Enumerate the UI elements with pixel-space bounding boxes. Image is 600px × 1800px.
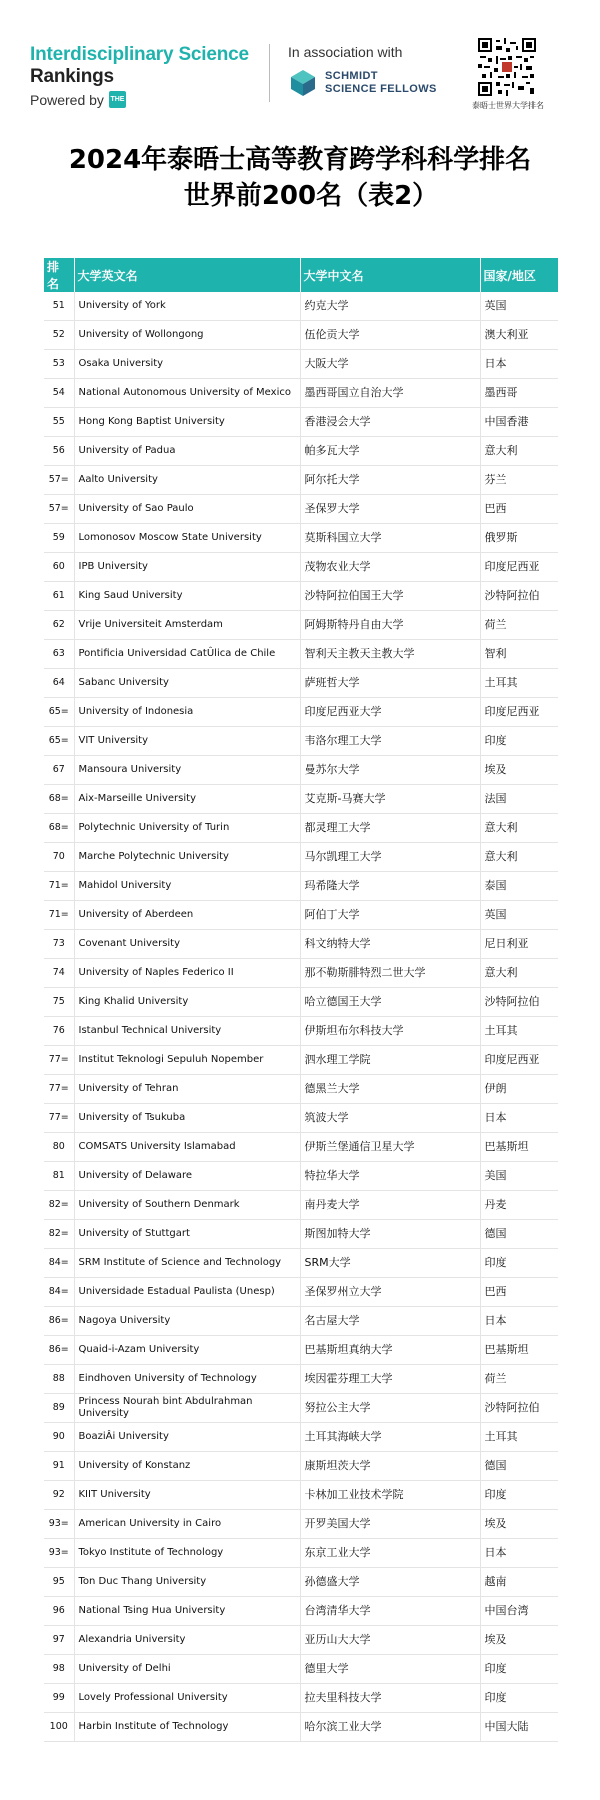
rank-cell: 77= [44, 1075, 74, 1104]
english-name-cell: VIT University [74, 727, 300, 756]
rank-cell: 92 [44, 1481, 74, 1510]
country-cell: 巴基斯坦 [480, 1336, 558, 1365]
country-cell: 伊朗 [480, 1075, 558, 1104]
country-cell: 荷兰 [480, 611, 558, 640]
qr-caption: 泰晤士世界大学排名 [472, 101, 544, 110]
english-name-cell: University of Padua [74, 437, 300, 466]
english-name-cell: Mansoura University [74, 756, 300, 785]
rank-cell: 70 [44, 843, 74, 872]
table-row [44, 1133, 558, 1162]
chinese-name-cell: 圣保罗大学 [300, 495, 480, 524]
table-row [44, 1597, 558, 1626]
chinese-name-cell: 拉夫里科技大学 [300, 1684, 480, 1713]
country-cell: 日本 [480, 350, 558, 379]
english-name-cell: Covenant University [74, 930, 300, 959]
chinese-name-cell: 约克大学 [300, 292, 480, 321]
country-cell: 印度尼西亚 [480, 1046, 558, 1075]
country-cell: 埃及 [480, 1510, 558, 1539]
english-name-cell: COMSATS University Islamabad [74, 1133, 300, 1162]
table-row [44, 1307, 558, 1336]
chinese-name-cell: 萨班哲大学 [300, 669, 480, 698]
rank-cell: 67 [44, 756, 74, 785]
english-name-cell: SRM Institute of Science and Technology [74, 1249, 300, 1278]
country-cell: 墨西哥 [480, 379, 558, 408]
table-row [44, 524, 558, 553]
table-row [44, 669, 558, 698]
rank-cell: 88 [44, 1365, 74, 1394]
table-row [44, 814, 558, 843]
rank-cell: 71= [44, 872, 74, 901]
english-name-cell: American University in Cairo [74, 1510, 300, 1539]
brand-line1: Interdisciplinary Science [30, 44, 249, 65]
chinese-name-cell: 亚历山大大学 [300, 1626, 480, 1655]
chinese-name-cell: 马尔凯理工大学 [300, 843, 480, 872]
country-cell: 沙特阿拉伯 [480, 582, 558, 611]
header-rank: 排名 [44, 258, 74, 292]
chinese-name-cell: 名古屋大学 [300, 1307, 480, 1336]
table-row [44, 350, 558, 379]
rank-cell: 62 [44, 611, 74, 640]
country-cell: 智利 [480, 640, 558, 669]
powered-by [30, 91, 249, 108]
table-row [44, 727, 558, 756]
english-name-cell: Nagoya University [74, 1307, 300, 1336]
table-row [44, 1336, 558, 1365]
table-row [44, 1510, 558, 1539]
chinese-name-cell: 孙德盛大学 [300, 1568, 480, 1597]
english-name-cell: Quaid-i-Azam University [74, 1336, 300, 1365]
english-name-cell: National Autonomous University of Mexico [74, 379, 300, 408]
english-name-cell: University of Sao Paulo [74, 495, 300, 524]
country-cell: 英国 [480, 292, 558, 321]
chinese-name-cell: 努拉公主大学 [300, 1394, 480, 1423]
english-name-cell: Institut Teknologi Sepuluh Nopember [74, 1046, 300, 1075]
chinese-name-cell: 台湾清华大学 [300, 1597, 480, 1626]
table-row [44, 321, 558, 350]
schmidt-cube-icon [288, 68, 318, 98]
qr-code-icon[interactable] [478, 38, 536, 96]
chinese-name-cell: 伊斯坦布尔科技大学 [300, 1017, 480, 1046]
country-cell: 巴基斯坦 [480, 1133, 558, 1162]
english-name-cell: Aix-Marseille University [74, 785, 300, 814]
header [0, 0, 600, 120]
country-cell: 土耳其 [480, 1017, 558, 1046]
rank-cell: 73 [44, 930, 74, 959]
country-cell: 丹麦 [480, 1191, 558, 1220]
rank-cell: 90 [44, 1423, 74, 1452]
english-name-cell: Ton Duc Thang University [74, 1568, 300, 1597]
country-cell: 中国台湾 [480, 1597, 558, 1626]
the-logo-icon: THE [109, 91, 126, 108]
table-row [44, 379, 558, 408]
schmidt-line1: SCHMIDT [325, 70, 378, 82]
chinese-name-cell: 土耳其海峡大学 [300, 1423, 480, 1452]
rank-cell: 57= [44, 495, 74, 524]
country-cell: 泰国 [480, 872, 558, 901]
table-row [44, 292, 558, 321]
country-cell: 英国 [480, 901, 558, 930]
country-cell: 印度 [480, 1655, 558, 1684]
english-name-cell: Harbin Institute of Technology [74, 1713, 300, 1742]
chinese-name-cell: 那不勒斯腓特烈二世大学 [300, 959, 480, 988]
rank-cell: 96 [44, 1597, 74, 1626]
rank-cell: 98 [44, 1655, 74, 1684]
table-row [44, 437, 558, 466]
english-name-cell: University of Indonesia [74, 698, 300, 727]
country-cell: 日本 [480, 1539, 558, 1568]
english-name-cell: Vrije Universiteit Amsterdam [74, 611, 300, 640]
country-cell: 法国 [480, 785, 558, 814]
table-row [44, 1017, 558, 1046]
chinese-name-cell: 卡林加工业技术学院 [300, 1481, 480, 1510]
english-name-cell: King Saud University [74, 582, 300, 611]
country-cell: 意大利 [480, 437, 558, 466]
english-name-cell: University of Naples Federico II [74, 959, 300, 988]
table-row [44, 1655, 558, 1684]
english-name-cell: National Tsing Hua University [74, 1597, 300, 1626]
association-label: In association with [288, 44, 403, 60]
table-header-row [44, 258, 558, 292]
rank-cell: 68= [44, 785, 74, 814]
rank-cell: 54 [44, 379, 74, 408]
ranking-table [44, 258, 558, 1742]
table-row [44, 1046, 558, 1075]
table-row [44, 1684, 558, 1713]
rank-cell: 56 [44, 437, 74, 466]
english-name-cell: University of York [74, 292, 300, 321]
country-cell: 德国 [480, 1220, 558, 1249]
english-name-cell: Sabanc University [74, 669, 300, 698]
table-row [44, 408, 558, 437]
english-name-cell: University of Tehran [74, 1075, 300, 1104]
brand-line2: Rankings [30, 66, 114, 87]
table-row [44, 611, 558, 640]
chinese-name-cell: 埃因霍芬理工大学 [300, 1365, 480, 1394]
chinese-name-cell: 科文纳特大学 [300, 930, 480, 959]
chinese-name-cell: 大阪大学 [300, 350, 480, 379]
rank-cell: 86= [44, 1336, 74, 1365]
rank-cell: 81 [44, 1162, 74, 1191]
schmidt-logo [288, 68, 437, 98]
country-cell: 澳大利亚 [480, 321, 558, 350]
english-name-cell: KIIT University [74, 1481, 300, 1510]
country-cell: 印度 [480, 1249, 558, 1278]
table-row [44, 959, 558, 988]
english-name-cell: Princess Nourah bint Abdulrahman University [74, 1394, 300, 1423]
rank-cell: 55 [44, 408, 74, 437]
english-name-cell: University of Delaware [74, 1162, 300, 1191]
chinese-name-cell: 阿伯丁大学 [300, 901, 480, 930]
english-name-cell: Eindhoven University of Technology [74, 1365, 300, 1394]
country-cell: 印度尼西亚 [480, 553, 558, 582]
english-name-cell: University of Konstanz [74, 1452, 300, 1481]
rank-cell: 71= [44, 901, 74, 930]
english-name-cell: Marche Polytechnic University [74, 843, 300, 872]
chinese-name-cell: 东京工业大学 [300, 1539, 480, 1568]
chinese-name-cell: SRM大学 [300, 1249, 480, 1278]
rank-cell: 75 [44, 988, 74, 1017]
table-row [44, 553, 558, 582]
table-row [44, 1249, 558, 1278]
english-name-cell: Lovely Professional University [74, 1684, 300, 1713]
table-row [44, 1162, 558, 1191]
header-country: 国家/地区 [480, 258, 558, 292]
english-name-cell: Istanbul Technical University [74, 1017, 300, 1046]
country-cell: 荷兰 [480, 1365, 558, 1394]
country-cell: 印度 [480, 727, 558, 756]
english-name-cell: Lomonosov Moscow State University [74, 524, 300, 553]
rank-cell: 53 [44, 350, 74, 379]
page-title [0, 142, 600, 214]
english-name-cell: University of Stuttgart [74, 1220, 300, 1249]
rank-cell: 51 [44, 292, 74, 321]
powered-by-label: Powered by [30, 91, 104, 108]
rank-cell: 97 [44, 1626, 74, 1655]
country-cell: 印度 [480, 1684, 558, 1713]
english-name-cell: Hong Kong Baptist University [74, 408, 300, 437]
header-chinese-name: 大学中文名 [300, 258, 480, 292]
chinese-name-cell: 玛希隆大学 [300, 872, 480, 901]
english-name-cell: Alexandria University [74, 1626, 300, 1655]
rank-cell: 89 [44, 1394, 74, 1423]
english-name-cell: University of Tsukuba [74, 1104, 300, 1133]
rank-cell: 82= [44, 1191, 74, 1220]
title-line1: 2024年泰晤士高等教育跨学科科学排名 [68, 145, 532, 175]
rank-cell: 84= [44, 1249, 74, 1278]
title-line2: 世界前200名（表2） [183, 181, 439, 211]
rank-cell: 82= [44, 1220, 74, 1249]
english-name-cell: University of Aberdeen [74, 901, 300, 930]
chinese-name-cell: 巴基斯坦真纳大学 [300, 1336, 480, 1365]
rank-cell: 77= [44, 1046, 74, 1075]
schmidt-line2: SCIENCE FELLOWS [325, 83, 437, 95]
table-row [44, 1423, 558, 1452]
country-cell: 埃及 [480, 1626, 558, 1655]
table-row [44, 698, 558, 727]
chinese-name-cell: 印度尼西亚大学 [300, 698, 480, 727]
chinese-name-cell: 哈尔滨工业大学 [300, 1713, 480, 1742]
chinese-name-cell: 都灵理工大学 [300, 814, 480, 843]
rank-cell: 63 [44, 640, 74, 669]
country-cell: 意大利 [480, 814, 558, 843]
chinese-name-cell: 伍伦贡大学 [300, 321, 480, 350]
table-row [44, 930, 558, 959]
english-name-cell: Tokyo Institute of Technology [74, 1539, 300, 1568]
chinese-name-cell: 德黑兰大学 [300, 1075, 480, 1104]
chinese-name-cell: 阿尔托大学 [300, 466, 480, 495]
country-cell: 土耳其 [480, 1423, 558, 1452]
rank-cell: 77= [44, 1104, 74, 1133]
english-name-cell: BoaziÂi University [74, 1423, 300, 1452]
english-name-cell: Mahidol University [74, 872, 300, 901]
country-cell: 印度尼西亚 [480, 698, 558, 727]
country-cell: 意大利 [480, 959, 558, 988]
rank-cell: 65= [44, 727, 74, 756]
rank-cell: 64 [44, 669, 74, 698]
table-row [44, 1713, 558, 1742]
table-row [44, 1394, 558, 1423]
chinese-name-cell: 韦洛尔理工大学 [300, 727, 480, 756]
english-name-cell: University of Delhi [74, 1655, 300, 1684]
table-row [44, 640, 558, 669]
chinese-name-cell: 特拉华大学 [300, 1162, 480, 1191]
rank-cell: 61 [44, 582, 74, 611]
country-cell: 芬兰 [480, 466, 558, 495]
chinese-name-cell: 康斯坦茨大学 [300, 1452, 480, 1481]
rank-cell: 100 [44, 1713, 74, 1742]
chinese-name-cell: 智利天主教天主教大学 [300, 640, 480, 669]
table-row [44, 582, 558, 611]
chinese-name-cell: 开罗美国大学 [300, 1510, 480, 1539]
english-name-cell: Osaka University [74, 350, 300, 379]
english-name-cell: IPB University [74, 553, 300, 582]
rank-cell: 80 [44, 1133, 74, 1162]
chinese-name-cell: 莫斯科国立大学 [300, 524, 480, 553]
english-name-cell: Aalto University [74, 466, 300, 495]
chinese-name-cell: 阿姆斯特丹自由大学 [300, 611, 480, 640]
table-row [44, 1539, 558, 1568]
rank-cell: 93= [44, 1539, 74, 1568]
chinese-name-cell: 艾克斯-马赛大学 [300, 785, 480, 814]
country-cell: 美国 [480, 1162, 558, 1191]
table-row [44, 1278, 558, 1307]
chinese-name-cell: 哈立德国王大学 [300, 988, 480, 1017]
table-row [44, 1104, 558, 1133]
english-name-cell: University of Wollongong [74, 321, 300, 350]
table-row [44, 1220, 558, 1249]
association-block [288, 44, 437, 98]
country-cell: 埃及 [480, 756, 558, 785]
english-name-cell: Polytechnic University of Turin [74, 814, 300, 843]
english-name-cell: King Khalid University [74, 988, 300, 1017]
table-row [44, 785, 558, 814]
rank-cell: 91 [44, 1452, 74, 1481]
rank-cell: 65= [44, 698, 74, 727]
rank-cell: 52 [44, 321, 74, 350]
country-cell: 日本 [480, 1307, 558, 1336]
table-row [44, 901, 558, 930]
table-row [44, 495, 558, 524]
rank-cell: 84= [44, 1278, 74, 1307]
country-cell: 意大利 [480, 843, 558, 872]
chinese-name-cell: 墨西哥国立自治大学 [300, 379, 480, 408]
table-row [44, 756, 558, 785]
chinese-name-cell: 香港浸会大学 [300, 408, 480, 437]
rank-cell: 60 [44, 553, 74, 582]
chinese-name-cell: 伊斯兰堡通信卫星大学 [300, 1133, 480, 1162]
isr-brand [30, 44, 249, 108]
rank-cell: 86= [44, 1307, 74, 1336]
header-english-name: 大学英文名 [74, 258, 300, 292]
country-cell: 俄罗斯 [480, 524, 558, 553]
chinese-name-cell: 南丹麦大学 [300, 1191, 480, 1220]
chinese-name-cell: 茂物农业大学 [300, 553, 480, 582]
country-cell: 沙特阿拉伯 [480, 988, 558, 1017]
country-cell: 中国大陆 [480, 1713, 558, 1742]
country-cell: 日本 [480, 1104, 558, 1133]
country-cell: 巴西 [480, 1278, 558, 1307]
chinese-name-cell: 帕多瓦大学 [300, 437, 480, 466]
table-row [44, 1075, 558, 1104]
header-divider [269, 44, 270, 102]
table-row [44, 872, 558, 901]
table-row [44, 1481, 558, 1510]
table-row [44, 466, 558, 495]
country-cell: 印度 [480, 1481, 558, 1510]
chinese-name-cell: 德里大学 [300, 1655, 480, 1684]
rank-cell: 57= [44, 466, 74, 495]
english-name-cell: Universidade Estadual Paulista (Unesp) [74, 1278, 300, 1307]
rank-cell: 95 [44, 1568, 74, 1597]
chinese-name-cell: 沙特阿拉伯国王大学 [300, 582, 480, 611]
table-row [44, 1191, 558, 1220]
english-name-cell: Pontificia Universidad CatÛlica de Chile [74, 640, 300, 669]
country-cell: 越南 [480, 1568, 558, 1597]
country-cell: 沙特阿拉伯 [480, 1394, 558, 1423]
rank-cell: 76 [44, 1017, 74, 1046]
table-row [44, 1365, 558, 1394]
rank-cell: 99 [44, 1684, 74, 1713]
rank-cell: 59 [44, 524, 74, 553]
chinese-name-cell: 筑波大学 [300, 1104, 480, 1133]
rank-cell: 93= [44, 1510, 74, 1539]
chinese-name-cell: 泗水理工学院 [300, 1046, 480, 1075]
chinese-name-cell: 圣保罗州立大学 [300, 1278, 480, 1307]
table-row [44, 843, 558, 872]
english-name-cell: University of Southern Denmark [74, 1191, 300, 1220]
country-cell: 巴西 [480, 495, 558, 524]
country-cell: 土耳其 [480, 669, 558, 698]
chinese-name-cell: 曼苏尔大学 [300, 756, 480, 785]
chinese-name-cell: 斯图加特大学 [300, 1220, 480, 1249]
country-cell: 尼日利亚 [480, 930, 558, 959]
table-row [44, 1568, 558, 1597]
country-cell: 中国香港 [480, 408, 558, 437]
table-row [44, 1452, 558, 1481]
table-row [44, 988, 558, 1017]
rank-cell: 68= [44, 814, 74, 843]
table-row [44, 1626, 558, 1655]
rank-cell: 74 [44, 959, 74, 988]
country-cell: 德国 [480, 1452, 558, 1481]
